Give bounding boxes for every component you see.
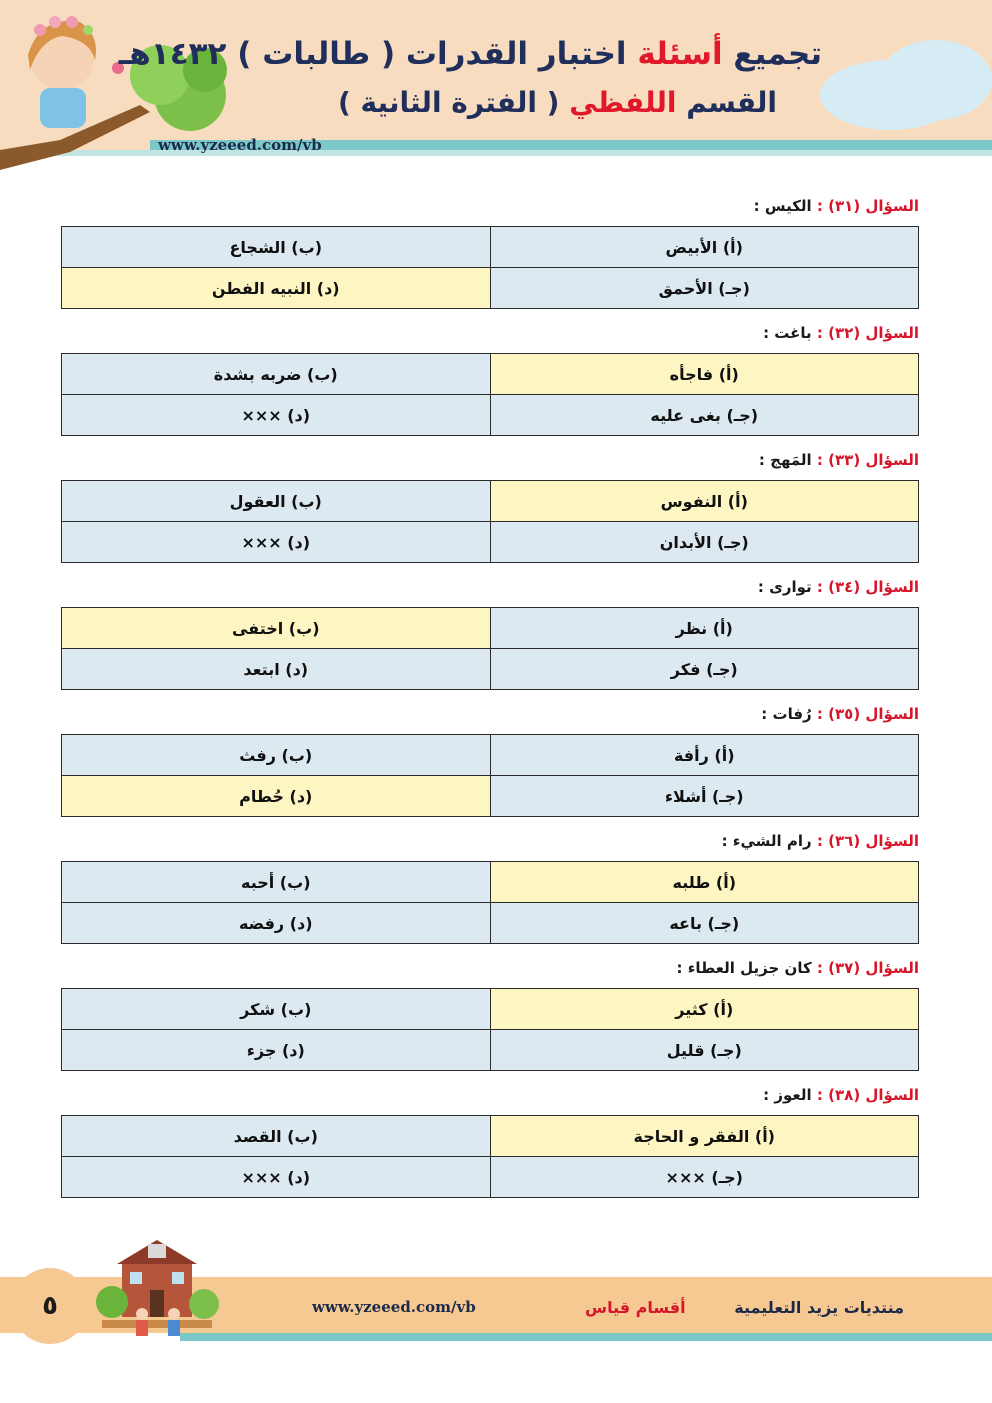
options-table (61, 734, 919, 817)
option-c[interactable]: (جـ) باعه (490, 903, 919, 944)
option-c[interactable]: (جـ) قليل (490, 1030, 919, 1071)
option-b[interactable]: (ب) اختفى (62, 608, 491, 649)
question-word: المَهج : (758, 451, 812, 469)
options-table (61, 353, 919, 436)
options-table (61, 226, 919, 309)
option-c[interactable]: (جـ) بغى عليه (490, 395, 919, 436)
option-b[interactable]: (ب) الشجاع (62, 227, 491, 268)
question-heading (61, 827, 919, 861)
option-b[interactable]: (ب) رفث (62, 735, 491, 776)
option-a[interactable]: (أ) النفوس (490, 481, 919, 522)
question-word: الكيس : (753, 197, 812, 215)
question-number: السؤال (٣٧) : (816, 959, 919, 977)
question-number: السؤال (٣١) : (816, 197, 919, 215)
question-word: باغت : (763, 324, 812, 342)
option-c[interactable]: (جـ) أشلاء (490, 776, 919, 817)
options-table (61, 480, 919, 563)
option-d[interactable]: (د) النبيه الفطن (62, 268, 491, 309)
footer-forum-name: منتديات يزيد التعليمية (734, 1298, 904, 1317)
option-b[interactable]: (ب) ضربه بشدة (62, 354, 491, 395)
option-d[interactable]: (د) حُطام (62, 776, 491, 817)
question-number: السؤال (٣٣) : (816, 451, 919, 469)
page-number: ٥ (12, 1268, 88, 1344)
option-a[interactable]: (أ) فاجأه (490, 354, 919, 395)
subtitle-accent-text: اللفظي (569, 86, 677, 119)
question-word: العوز : (763, 1086, 812, 1104)
option-c[interactable]: (جـ) فكر (490, 649, 919, 690)
subtitle-text: القسم (686, 86, 777, 119)
option-d[interactable]: (د) ابتعد (62, 649, 491, 690)
questions-list (61, 192, 919, 1208)
header-url[interactable]: www.yzeeed.com/vb (158, 136, 322, 154)
option-a[interactable]: (أ) الأبيض (490, 227, 919, 268)
question-heading (61, 319, 919, 353)
question-number: السؤال (٣٢) : (816, 324, 919, 342)
question-number: السؤال (٣٨) : (816, 1086, 919, 1104)
option-a[interactable]: (أ) الفقر و الحاجة (490, 1116, 919, 1157)
title-accent-text: أسئلة (637, 36, 723, 72)
question-heading (61, 700, 919, 734)
option-d[interactable]: (د) ××× (62, 1157, 491, 1198)
page-subtitle (338, 86, 777, 119)
question-heading (61, 446, 919, 480)
title-text: تجميع (733, 36, 822, 72)
option-a[interactable]: (أ) نظر (490, 608, 919, 649)
option-d[interactable]: (د) ××× (62, 522, 491, 563)
option-c[interactable]: (جـ) ××× (490, 1157, 919, 1198)
options-table (61, 607, 919, 690)
option-b[interactable]: (ب) القصد (62, 1116, 491, 1157)
question-number: السؤال (٣٤) : (816, 578, 919, 596)
question-word: رُفات : (761, 705, 812, 723)
question-number: السؤال (٣٥) : (816, 705, 919, 723)
option-a[interactable]: (أ) كثير (490, 989, 919, 1030)
option-a[interactable]: (أ) رأفة (490, 735, 919, 776)
option-d[interactable]: (د) ××× (62, 395, 491, 436)
subtitle-text: ( الفترة الثانية ) (338, 86, 560, 119)
option-a[interactable]: (أ) طلبه (490, 862, 919, 903)
option-c[interactable]: (جـ) الأحمق (490, 268, 919, 309)
option-b[interactable]: (ب) شكر (62, 989, 491, 1030)
question-number: السؤال (٣٦) : (816, 832, 919, 850)
options-table (61, 1115, 919, 1198)
footer-divider (180, 1333, 992, 1341)
title-text: اختبار القدرات ( طالبات ) ١٤٣٢هـ (118, 36, 627, 72)
option-b[interactable]: (ب) العقول (62, 481, 491, 522)
question-heading (61, 1081, 919, 1115)
question-heading (61, 192, 919, 226)
option-d[interactable]: (د) جزء (62, 1030, 491, 1071)
question-word: رام الشيء : (721, 832, 812, 850)
question-word: توارى : (757, 578, 812, 596)
question-word: كان جزيل العطاء : (676, 959, 812, 977)
option-b[interactable]: (ب) أحبه (62, 862, 491, 903)
footer-section-link[interactable]: أقسام قياس (585, 1298, 686, 1317)
footer-url[interactable]: www.yzeeed.com/vb (312, 1298, 476, 1316)
school-illustration (92, 1232, 222, 1347)
option-d[interactable]: (د) رفضه (62, 903, 491, 944)
cloud-decoration (880, 40, 992, 120)
options-table (61, 988, 919, 1071)
options-table (61, 861, 919, 944)
question-heading (61, 954, 919, 988)
option-c[interactable]: (جـ) الأبدان (490, 522, 919, 563)
page-title (119, 36, 822, 72)
question-heading (61, 573, 919, 607)
